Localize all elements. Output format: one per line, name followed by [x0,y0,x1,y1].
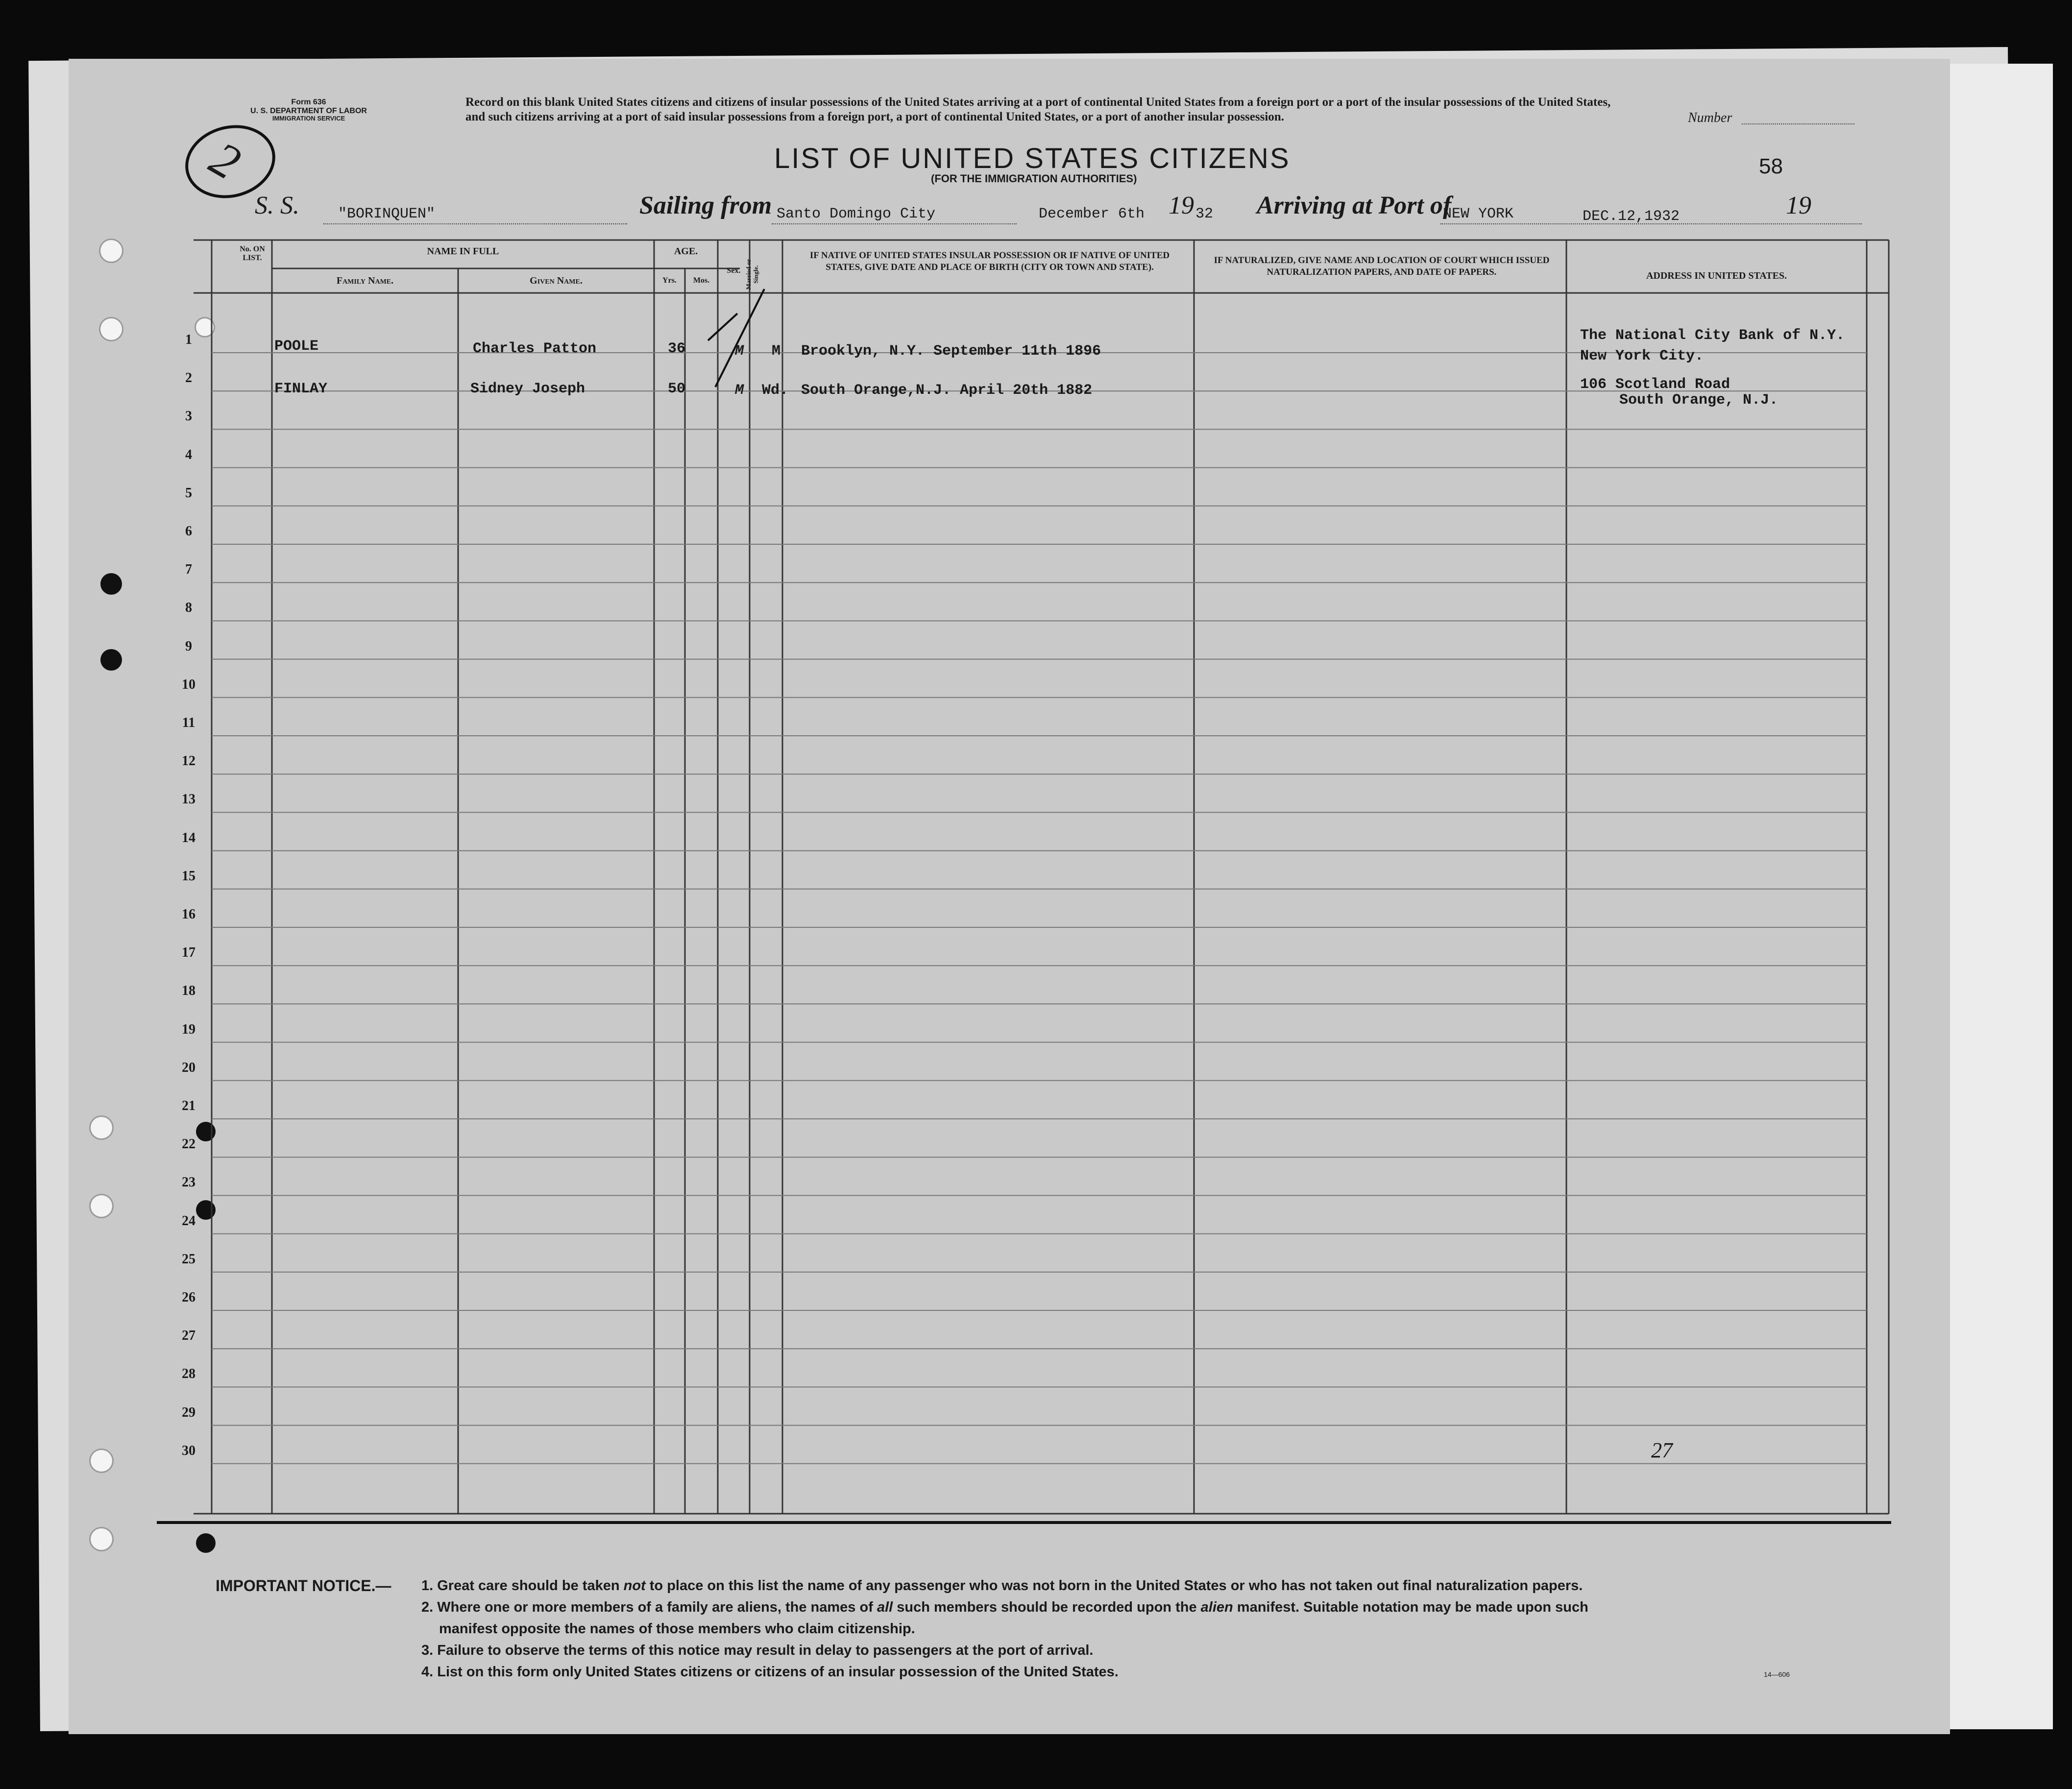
row-number: 16 [182,907,195,922]
number-label: Number [1688,110,1732,125]
row-number: 12 [182,753,195,769]
row2-address2: South Orange, N.J. [1619,392,1779,409]
ship-name: "BORINQUEN" [338,206,436,222]
col-age: AGE. [674,246,698,257]
form-code: 14—606 [1764,1670,1790,1678]
row-number: 20 [182,1060,195,1075]
col-naturalized: IF NATURALIZED, GIVE NAME AND LOCATION OF COURT WHICH ISSUED NATURALIZATION PAPERS, AND DATE OF PAPERS. [1214,255,1550,277]
row-number: 23 [182,1175,195,1190]
notice-heading: IMPORTANT NOTICE.— [216,1577,391,1595]
form-number: Form 636 [291,98,326,106]
row-number: 15 [182,868,195,884]
col-mos: Mos. [693,276,710,285]
row-number: 10 [182,677,195,692]
col-no: No. ON LIST. [240,245,265,262]
col-given-name: Given Name. [530,275,583,286]
row1-yrs: 36 [668,340,686,357]
row-number: 25 [182,1251,195,1267]
notice-item-2 [421,1596,1891,1618]
notice-items [421,1575,1891,1683]
notice-item-1-emph: not [623,1578,646,1594]
row1-married: M [772,343,781,360]
notice-item-2-emph2: alien [1200,1599,1233,1615]
col-name-in-full: NAME IN FULL [427,246,499,257]
row2-sex: M [735,382,744,399]
row1-given: Charles Patton [473,340,597,357]
page-title: LIST OF UNITED STATES CITIZENS [774,143,1291,174]
col-family-name: Family Name. [336,275,394,286]
notice-item-2-emph1: all [877,1599,893,1615]
year-prefix: 19 [1169,192,1194,219]
row-number: 26 [182,1290,195,1305]
notice-item-2b: such members should be recorded upon the [897,1599,1197,1615]
row-number: 17 [182,945,195,961]
sailing-label: Sailing from [639,192,772,219]
page-subtitle: (FOR THE IMMIGRATION AUTHORITIES) [931,172,1137,185]
department: U. S. DEPARTMENT OF LABOR [250,106,367,115]
col-married: Married or Single. [745,259,759,290]
row1-sex: M [735,343,744,360]
row2-given: Sidney Joseph [470,381,585,397]
col-birth: IF NATIVE OF UNITED STATES INSULAR POSSESSION OR IF NATIVE OF UNITED STATES, GIVE DATE AND PLACE OF BIRTH (CITY OR TOWN AND STATE). [809,250,1170,272]
row2-married: Wd. [762,382,789,399]
notice-item-2a: 2. Where one or more members of a family are aliens, the names of [421,1599,873,1615]
row2-birth: South Orange,N.J. April 20th 1882 [801,382,1093,399]
row1-address2: New York City. [1580,348,1704,364]
row-number: 13 [182,792,195,807]
row-number: 11 [182,715,195,730]
row-number: 7 [185,562,192,578]
notice-item-1b: to place on this list the name of any passenger who was not born in the United States or who has not taken out final naturalization papers. [649,1578,1583,1594]
row-number: 1 [185,332,192,347]
page-mark: 27 [1651,1438,1673,1462]
row-number: 6 [185,524,192,539]
row1-birth: Brooklyn, N.Y. September 11th 1896 [801,343,1101,360]
col-address: ADDRESS IN UNITED STATES. [1646,270,1787,281]
row-number: 3 [185,409,192,424]
notice-item-4: 4. List on this form only United States citizens or citizens of an insular possession of the United States. [421,1664,1119,1680]
row2-yrs: 50 [668,381,686,397]
row-number: 24 [182,1213,195,1229]
row-number: 22 [182,1136,195,1152]
row-number: 28 [182,1366,195,1382]
sailing-from: Santo Domingo City [777,206,936,222]
service: IMMIGRATION SERVICE [272,115,345,122]
row1-family: POOLE [274,338,319,355]
notice-item-1 [421,1575,1891,1596]
row-number: 5 [185,485,192,501]
sailing-date: December 6th [1039,206,1145,222]
year-suffix: 32 [1195,206,1214,222]
intro-text: Record on this blank United States citizens and citizens of insular possessions of the United States arriving at a port of continental United States from a foreign port or a port of the insular possessions of the United States, and such citizens arriving at a port of said insular possessions from a foreign port, a port of continental United States, or a port of another insular possession. [465,96,1611,123]
row-number: 27 [182,1328,195,1344]
ss-label: S. S. [255,192,299,219]
notice-item-3: 3. Failure to observe the terms of this notice may result in delay to passengers at the port of arrival. [421,1643,1094,1658]
arriving-label: Arriving at Port of [1257,192,1452,219]
col-sex: Sex. [727,266,741,275]
year2-prefix: 19 [1786,192,1811,219]
row-number: 9 [185,638,192,654]
row-number: 2 [185,370,192,386]
circled-mark-text: 2 [201,130,250,191]
row-number: 18 [182,983,195,999]
row-number: 29 [182,1404,195,1420]
row2-family: FINLAY [274,381,328,397]
row-number: 8 [185,600,192,616]
row-number: 30 [182,1443,195,1458]
arrival-port: NEW YORK [1443,206,1514,222]
row-number: 14 [182,830,195,846]
notice-item-1a: 1. Great care should be taken [421,1578,620,1594]
list-number: 58 [1759,154,1783,178]
row-number: 19 [182,1021,195,1037]
row2-address1: 106 Scotland Road [1580,376,1731,393]
row1-address1: The National City Bank of N.Y. [1580,327,1845,344]
col-yrs: Yrs. [662,276,677,285]
row-number: 4 [185,447,192,462]
row-number: 21 [182,1098,195,1113]
notice-item-2-cont: manifest opposite the names of those members who claim citizenship. [439,1621,915,1637]
notice-item-2c: manifest. Suitable notation may be made upon such [1237,1599,1588,1615]
arrival-stamp: DEC.12,1932 [1583,208,1680,225]
